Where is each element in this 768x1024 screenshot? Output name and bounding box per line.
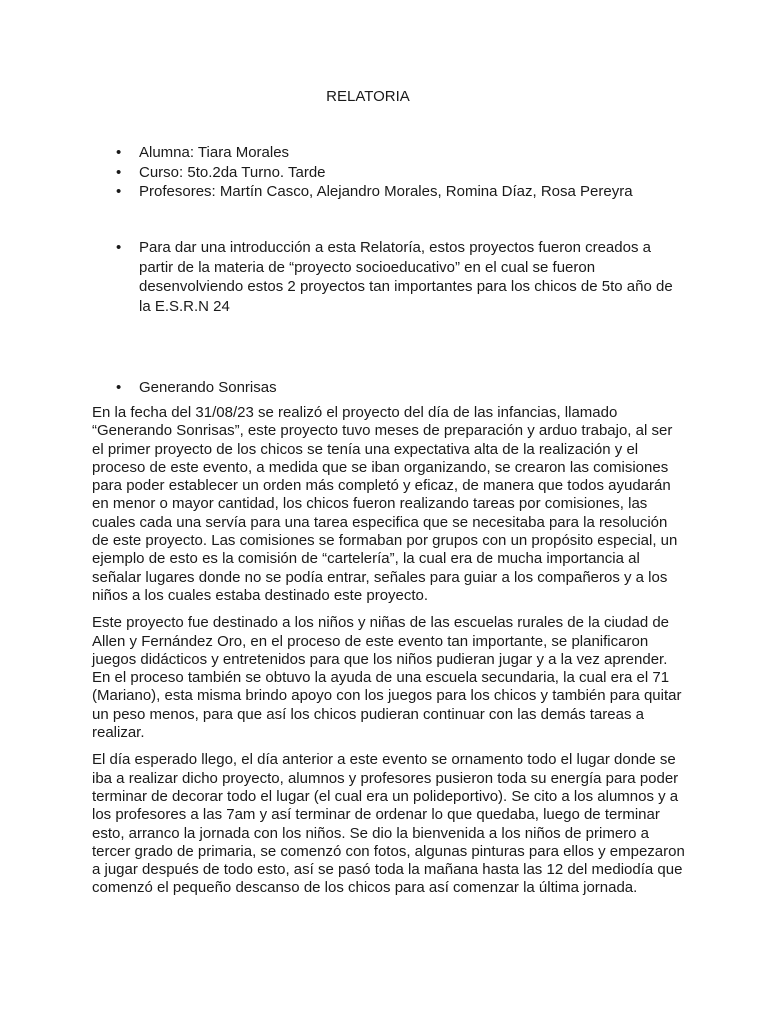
section-list xyxy=(116,378,686,398)
section-heading: • Generando Sonrisas xyxy=(116,378,686,398)
paragraph: El día esperado llego, el día anterior a este evento se ornamento todo el lugar donde se iba a realizar dicho proyecto, alumnos y profesores pusieron toda su energía para poder terminar de decorar todo el lugar (el cual era un polideportivo). Se cito a los alumnos y a los profesores a las 7am y así terminar de ordenar lo que quedaba, luego de terminar esto, arranco la jornada con los niños. Se dio la bienvenida a los niños de primero a tercer grado de primaria, se comenzó con fotos, algunas pinturas para ellos y empezaron a jugar después de todo esto, así se pasó toda la mañana hasta las 12 del mediodía que comenzó el pequeño descanso de los chicos para así comenzar la última jornada. xyxy=(92,751,685,897)
body-text xyxy=(92,404,687,907)
intro-item: • Para dar una introducción a esta Relatoría, estos proyectos fueron creados a partir de la materia de “proyecto socioeducativo” en el cual se fueron desenvolviendo estos 2 proyectos tan importantes para los chicos de 5to año de la E.S.R.N 24 xyxy=(116,238,686,316)
document-title: RELATORIA xyxy=(326,88,410,105)
info-teachers: • Profesores: Martín Casco, Alejandro Morales, Romina Díaz, Rosa Pereyra xyxy=(116,182,686,202)
paragraph: Este proyecto fue destinado a los niños y niñas de las escuelas rurales de la ciudad de Allen y Fernández Oro, en el proceso de este evento tan importante, se planificaron juegos didácticos y entretenidos para que los niños pudieran jugar y a la vez aprender. En el proceso también se obtuvo la ayuda de una escuela secundaria, la cual era el 71 (Mariano), esta misma brindo apoyo con los juegos para los chicos y también para quitar un peso menos, para que así los chicos pudieran continuar con las demás tareas a realizar. xyxy=(92,614,682,742)
paragraph: En la fecha del 31/08/23 se realizó el proyecto del día de las infancias, llamado “Generando Sonrisas”, este proyecto tuvo meses de preparación y arduo trabajo, al ser el primer proyecto de los chicos se tenía una expectativa alta de la realización y el proceso de este evento, a medida que se iban organizando, se crearon las comisiones para poder establecer un orden más completó y eficaz, de manera que todos ayudarán en menor o mayor cantidad, los chicos fueron realizando tareas por comisiones, las cuales cada una servía para una tarea especifica que se necesitaba para la resolución de este proyecto. Las comisiones se formaban por grupos con un propósito especial, un ejemplo de esto es la comisión de “cartelería”, la cual era de mucha importancia al señalar lugares donde no se podía entrar, señales para guiar a los compañeros y a los niños a los cuales estaba destinado este proyecto. xyxy=(92,404,678,604)
info-course: • Curso: 5to.2da Turno. Tarde xyxy=(116,163,686,183)
intro-list xyxy=(116,238,686,316)
info-list xyxy=(116,143,686,202)
info-student: • Alumna: Tiara Morales xyxy=(116,143,686,163)
